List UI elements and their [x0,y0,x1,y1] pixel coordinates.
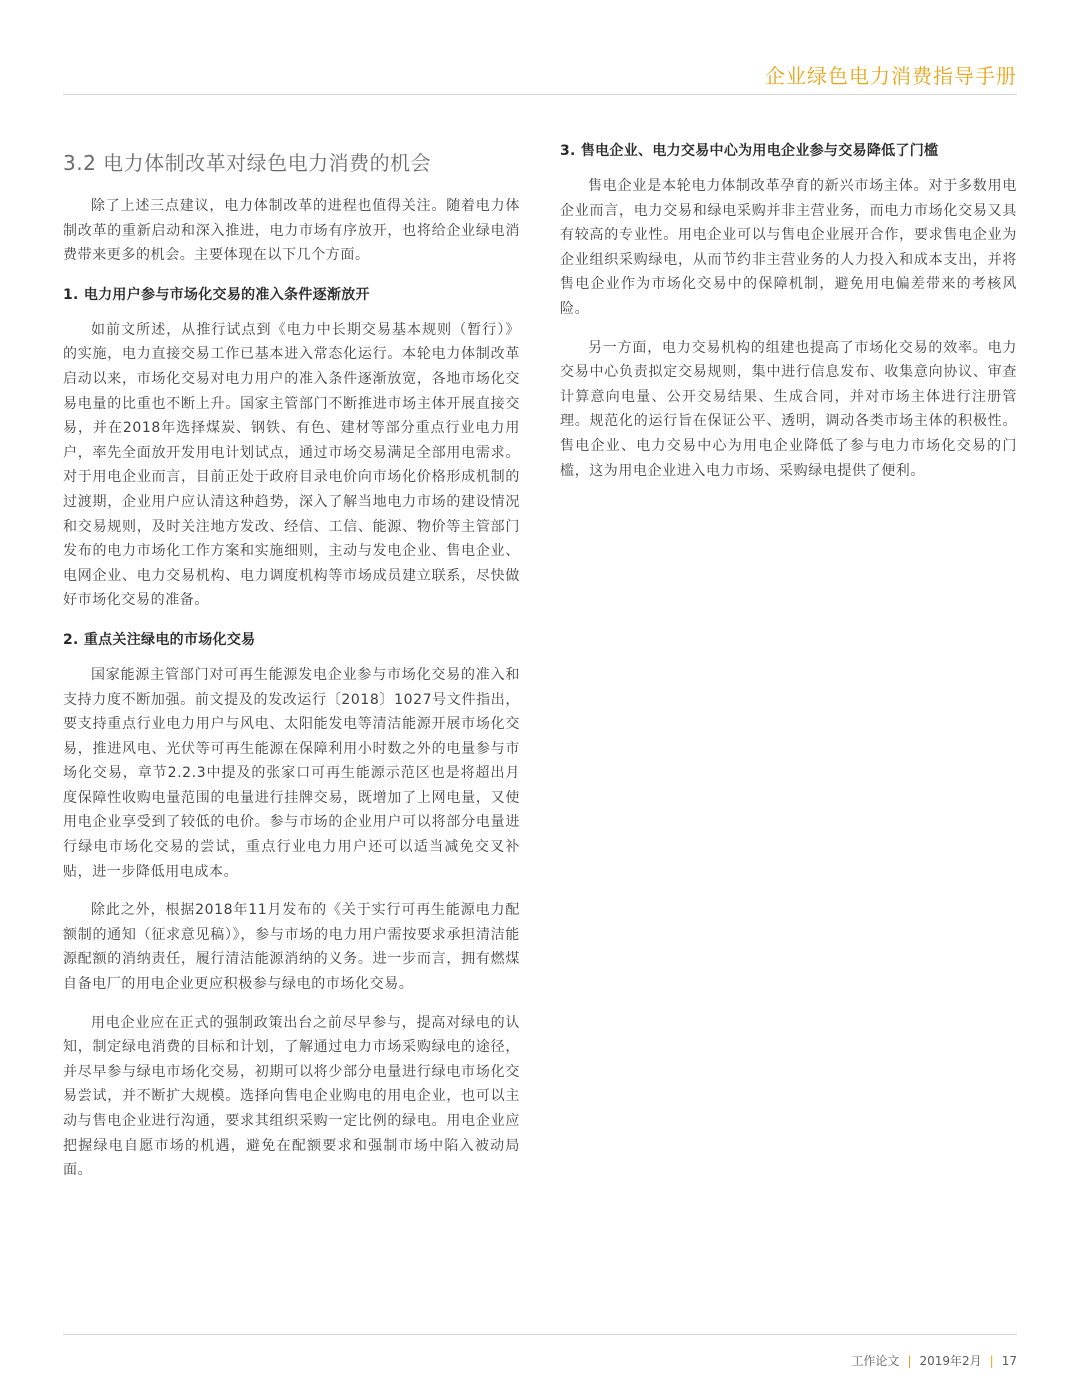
subsection-3-paragraph-1: 售电企业是本轮电力体制改革孕育的新兴市场主体。对于多数用电企业而言，电力交易和绿电采购并非主营业务，而电力市场化交易又具有较高的专业性。用电企业可以与售电企业展开合作，要求售电企业为企业组织采购绿电，从而节约非主营业务的人力投入和成本支出，并将售电企业作为市场化交易中的保障机制，避免用电偏差带来的考核风险。 [560,178,1017,317]
subsection-1-paragraph: 如前文所述，从推行试点到《电力中长期交易基本规则（暂行）》的实施，电力直接交易工作已基本进入常态化运行。本轮电力体制改革启动以来，市场化交易对电力用户的准入条件逐渐放宽，各地市场化交易电量的比重也不断上升。国家主管部门不断推进市场主体开展直接交易，并在2018年选择煤炭、钢铁、有色、建材等部分重点行业电力用户，率先全面放开发用电计划试点，通过市场交易满足全部用电需求。对于用电企业而言，目前正处于政府目录电价向市场化价格形成机制的过渡期，企业用户应认清这种趋势，深入了解当地电力市场的建设情况和交易规则，及时关注地方发改、经信、工信、能源、物价等主管部门发布的电力市场化工作方案和实施细则，主动与发电企业、售电企业、电网企业、电力交易机构、电力调度机构等市场成员建立联系，尽快做好市场化交易的准备。 [63,321,520,609]
left-column [63,140,520,1197]
subheading-3: 3. 售电企业、电力交易中心为用电企业参与交易降低了门槛 [560,143,939,159]
footer-separator: | [907,1354,912,1368]
right-column [560,140,1017,497]
page-number: 17 [1001,1354,1017,1368]
subsection-2-paragraph-2: 除此之外，根据2018年11月发布的《关于实行可再生能源电力配额制的通知（征求意见稿）》，参与市场的电力用户需按要求承担清洁能源配额的消纳责任，履行清洁能源消纳的义务。进一步而言，拥有燃煤自备电厂的用电企业更应积极参与绿电的市场化交易。 [63,902,520,993]
subsection-3-paragraph-2: 另一方面，电力交易机构的组建也提高了市场化交易的效率。电力交易中心负责拟定交易规则，集中进行信息发布、收集意向协议、审查计算意向电量、公开交易结果、生成合同，并对市场主体进行注册管理。规范化的运行旨在保证公平、透明，调动各类市场主体的积极性。售电企业、电力交易中心为用电企业降低了参与电力市场化交易的门槛，这为用电企业进入电力市场、采购绿电提供了便利。 [560,339,1017,479]
subheading-1: 1. 电力用户参与市场化交易的准入条件逐渐放开 [63,286,370,303]
subsection-2-paragraph-1: 国家能源主管部门对可再生能源发电企业参与市场化交易的准入和支持力度不断加强。前文提及的发改运行〔2018〕1027号文件指出，要支持重点行业电力用户与风电、太阳能发电等清洁能源开展市场化交易，推进风电、光伏等可再生能源在保障利用小时数之外的电量参与市场化交易，章节2.2.3中提及的张家口可再生能源示范区也是将超出月度保障性收购电量范围的电量进行挂牌交易，既增加了上网电量，又使用电企业享受到了较低的电价。参与市场的企业用户可以将部分电量进行绿电市场化交易的尝试，重点行业电力用户还可以适当减免交叉补贴，进一步降低用电成本。 [63,666,520,880]
footer-label: 工作论文 [851,1354,900,1368]
footer-date: 2019年2月 [919,1354,982,1368]
header-divider [63,94,1017,95]
header-title: 企业绿色电力消费指导手册 [765,64,1017,88]
footer-divider [63,1334,1017,1335]
section-title: 3.2 电力体制改革对绿色电力消费的机会 [63,151,432,175]
page-footer [851,1352,1017,1369]
footer-separator: | [989,1354,994,1368]
subsection-2-paragraph-3: 用电企业应在正式的强制政策出台之前尽早参与，提高对绿电的认知，制定绿电消费的目标和计划，了解通过电力市场采购绿电的途径，并尽早参与绿电市场化交易，初期可以将少部分电量进行绿电市场化交易尝试，并不断扩大规模。选择向售电企业购电的用电企业，也可以主动与售电企业进行沟通，要求其组织采购一定比例的绿电。用电企业应把握绿电自愿市场的机遇，避免在配额要求和强制市场中陷入被动局面。 [63,1014,520,1179]
intro-paragraph: 除了上述三点建议，电力体制改革的进程也值得关注。随着电力体制改革的重新启动和深入推进，电力市场有序放开，也将给企业绿电消费带来更多的机会。主要体现在以下几个方面。 [63,198,520,264]
subheading-2: 2. 重点关注绿电的市场化交易 [63,631,256,648]
